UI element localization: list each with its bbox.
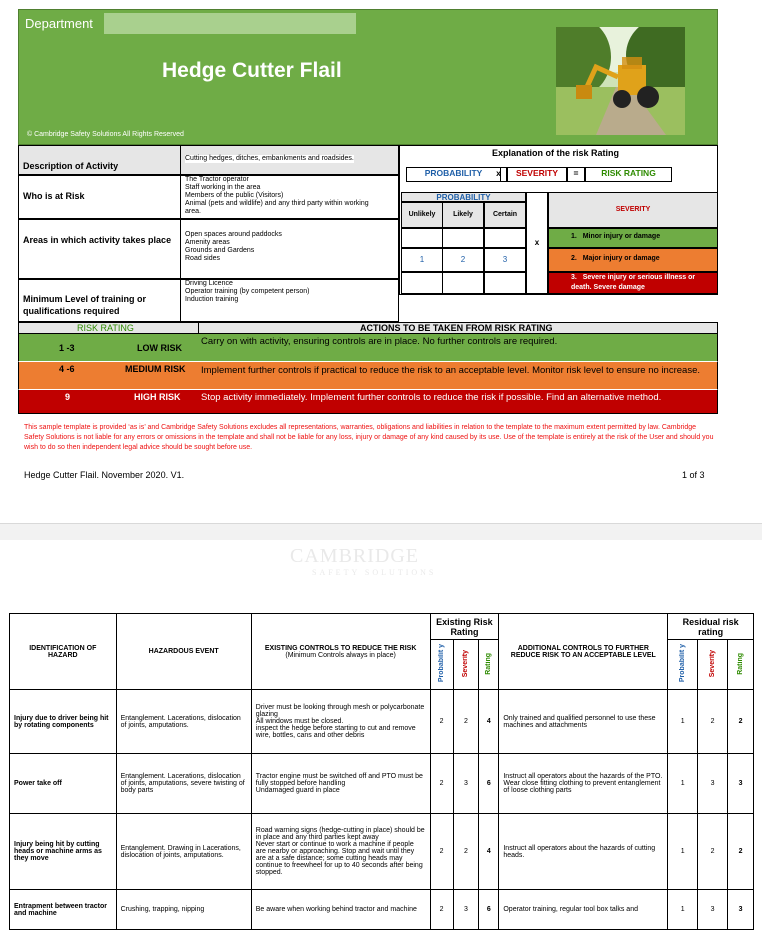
event-header: HAZARDOUS EVENT	[116, 614, 251, 690]
risk-range: 9	[65, 392, 71, 402]
training-label: Minimum Level of training or qualifications required	[23, 294, 147, 316]
existing-rating-header: Existing Risk Rating	[430, 614, 499, 640]
prob-col-likely: Likely	[442, 202, 484, 228]
footer-doc: Hedge Cutter Flail. November 2020. V1.	[24, 470, 185, 480]
res-prob-cell: 1	[668, 890, 698, 930]
controls-cell: Driver must be looking through mesh or polycarbonate glazing All windows must be closed. inspect the hedge before starting to cut and remove wire, bottles, cans and other debris	[251, 690, 430, 754]
cambridge-logo: CAMBRIDGE SAFETY SOLUTIONS	[290, 545, 437, 577]
prob-col-certain: Certain	[484, 202, 526, 228]
prob-cell: 2	[430, 814, 453, 890]
risk-col1-header: RISK RATING	[77, 323, 134, 333]
description-label: Description of Activity	[23, 161, 119, 171]
res-rating-col: Rating	[737, 652, 745, 675]
explanation-title: Explanation of the risk Rating	[492, 148, 620, 158]
res-sev-cell: 3	[698, 890, 728, 930]
residual-rating-header: Residual risk rating	[668, 614, 754, 640]
additional-cell: Instruct all operators about the hazards of cutting heads.	[499, 814, 668, 890]
res-prob-col: Probabilit y	[679, 644, 687, 683]
additional-cell: Instruct all operators about the hazards of the PTO. Wear close fitting clothing to prevent entanglement of loose clothing parts	[499, 754, 668, 814]
rating-col: Rating	[485, 652, 493, 675]
prob-col-unlikely: Unlikely	[401, 202, 443, 228]
risk-row-low	[18, 334, 718, 362]
risk-col2-header: ACTIONS TO BE TAKEN FROM RISK RATING	[360, 323, 553, 333]
sev-cell: 2	[453, 814, 479, 890]
training-values: Driving Licence Operator training (by competent person) Induction training	[185, 280, 310, 303]
sev-cell: 3	[453, 890, 479, 930]
table-row	[10, 690, 754, 754]
rating-cell: 4	[479, 690, 499, 754]
prob-cell: 2	[430, 890, 453, 930]
hazard-header: IDENTIFICATION OF HAZARD	[10, 614, 117, 690]
hazard-cell: Entrapment between tractor and machine	[10, 890, 117, 930]
severity-1: 1. Minor injury or damage	[548, 228, 718, 248]
risk-level: LOW RISK	[137, 342, 182, 353]
formula-x: x	[491, 167, 507, 182]
sev-cell: 3	[453, 754, 479, 814]
prob-cell: 2	[430, 690, 453, 754]
risk-explanation	[399, 145, 718, 295]
formula-probability: PROBABILITY	[406, 167, 501, 182]
res-sev-cell: 2	[698, 690, 728, 754]
description-row	[18, 145, 399, 175]
res-sev-col: Severity	[709, 649, 717, 678]
risk-action: Implement further controls if practical to reduce the risk to an acceptable level. Monitor risk level to ensure no increase.	[201, 365, 700, 376]
copyright-text: © Cambridge Safety Solutions All Rights Reserved	[27, 131, 184, 138]
risk-row-high	[18, 390, 718, 414]
res-prob-cell: 1	[668, 754, 698, 814]
who-label: Who is at Risk	[23, 191, 85, 201]
additional-cell: Operator training, regular tool box talks and	[499, 890, 668, 930]
training-row	[18, 279, 399, 322]
risk-range: 1 -3	[59, 342, 75, 353]
rating-cell: 6	[479, 890, 499, 930]
rating-cell: 4	[479, 814, 499, 890]
res-rating-cell: 2	[728, 814, 754, 890]
res-sev-cell: 3	[698, 754, 728, 814]
header-banner	[18, 9, 718, 145]
prob-sev-x: x	[526, 192, 548, 294]
who-row	[18, 175, 399, 219]
prob-header: PROBABILITY	[401, 192, 526, 202]
additional-controls-header: ADDITIONAL CONTROLS TO FURTHER REDUCE RISK TO AN ACCEPTABLE LEVEL	[499, 614, 668, 690]
rating-cell: 6	[479, 754, 499, 814]
event-cell: Entanglement. Lacerations, dislocation of joints, amputations, severe twisting of body parts	[116, 754, 251, 814]
sev-cell: 2	[453, 690, 479, 754]
risk-level: MEDIUM RISK	[125, 364, 186, 374]
res-prob-cell: 1	[668, 690, 698, 754]
table-row	[10, 754, 754, 814]
risk-action: Carry on with activity, ensuring controls are in place. No further controls are required.	[201, 336, 558, 347]
risk-action: Stop activity immediately. Implement further controls to reduce the risk if possible. Find an alternative method.	[201, 392, 662, 403]
risk-row-medium	[18, 362, 718, 390]
sev-header: SEVERITY	[548, 192, 718, 228]
formula-severity: SEVERITY	[507, 167, 567, 182]
areas-values: Open spaces around paddocks Amenity areas Grounds and Gardens Road sides	[185, 231, 282, 262]
controls-cell: Road warning signs (hedge-cutting in place) should be in place and any third parties kept away Never start or continue to work a machine if people are nearby or approaching. Stop and wait until they are at a safe distance; some cutting heads may continue to freewheel for up to 40 seconds after being stopped.	[251, 814, 430, 890]
disclaimer: This sample template is provided ‘as is’ and Cambridge Safety Solutions excludes all representations, warranties, obligations and liabilities in relation to the template to the maximum extent permitted by law. Cambridge Safety Solutions is not liable for any errors or omissions in the template and shall not be liable for any loss, injury or damage of any kind caused by its use. Use of the template is entirely at the risk of the User and should you wish to do so then independent legal advice should be sought before use.	[24, 424, 714, 451]
controls-header: EXISTING CONTROLS TO REDUCE THE RISK (Minimum Controls always in place)	[251, 614, 430, 690]
risk-level: HIGH RISK	[134, 392, 181, 402]
who-values: The Tractor operator Staff working in the area Members of the public (Visitors) Animal (pets and wildlife) and any third party within working area.	[185, 176, 369, 215]
controls-cell: Be aware when working behind tractor and machine	[251, 890, 430, 930]
areas-row	[18, 219, 399, 279]
table-row	[10, 890, 754, 930]
page-break	[0, 524, 762, 540]
risk-range: 4 -6	[59, 364, 75, 374]
res-rating-cell: 3	[728, 890, 754, 930]
prob-cell: 2	[430, 754, 453, 814]
hazard-table	[9, 613, 754, 930]
prob-col: Probabilit y	[438, 644, 446, 683]
hazard-cell: Injury being hit by cutting heads or machine arms as they move	[10, 814, 117, 890]
prob-val-3: 3	[484, 248, 526, 272]
department-field[interactable]	[104, 13, 356, 34]
res-sev-cell: 2	[698, 814, 728, 890]
department-label: Department	[25, 16, 93, 31]
sev-col: Severity	[462, 649, 470, 678]
hazard-cell: Power take off	[10, 754, 117, 814]
prob-val-2: 2	[442, 248, 484, 272]
event-cell: Entanglement. Drawing in Lacerations, dislocation of joints, amputations.	[116, 814, 251, 890]
formula-rating: RISK RATING	[585, 167, 672, 182]
severity-3: 3. Severe injury or serious illness or death. Severe damage	[548, 272, 718, 294]
table-row	[10, 814, 754, 890]
tractor-photo	[556, 27, 685, 135]
page-title: Hedge Cutter Flail	[162, 59, 342, 82]
description-value: Cutting hedges, ditches, embankments and roadsides.	[185, 155, 354, 162]
hazard-cell: Injury due to driver being hit by rotating components	[10, 690, 117, 754]
formula-eq: =	[567, 167, 585, 182]
event-cell: Entanglement. Lacerations, dislocation of joints, amputations.	[116, 690, 251, 754]
prob-val-1: 1	[401, 248, 443, 272]
res-rating-cell: 3	[728, 754, 754, 814]
event-cell: Crushing, trapping, nipping	[116, 890, 251, 930]
page-number: 1 of 3	[682, 470, 705, 480]
res-prob-cell: 1	[668, 814, 698, 890]
risk-rating-table	[18, 322, 718, 414]
areas-label: Areas in which activity takes place	[23, 235, 172, 245]
risk-table-header	[18, 322, 718, 334]
res-rating-cell: 2	[728, 690, 754, 754]
severity-2: 2. Major injury or damage	[548, 248, 718, 272]
additional-cell: Only trained and qualified personnel to use these machines and attachments	[499, 690, 668, 754]
controls-cell: Tractor engine must be switched off and PTO must be fully stopped before handling Undamaged guard in place	[251, 754, 430, 814]
